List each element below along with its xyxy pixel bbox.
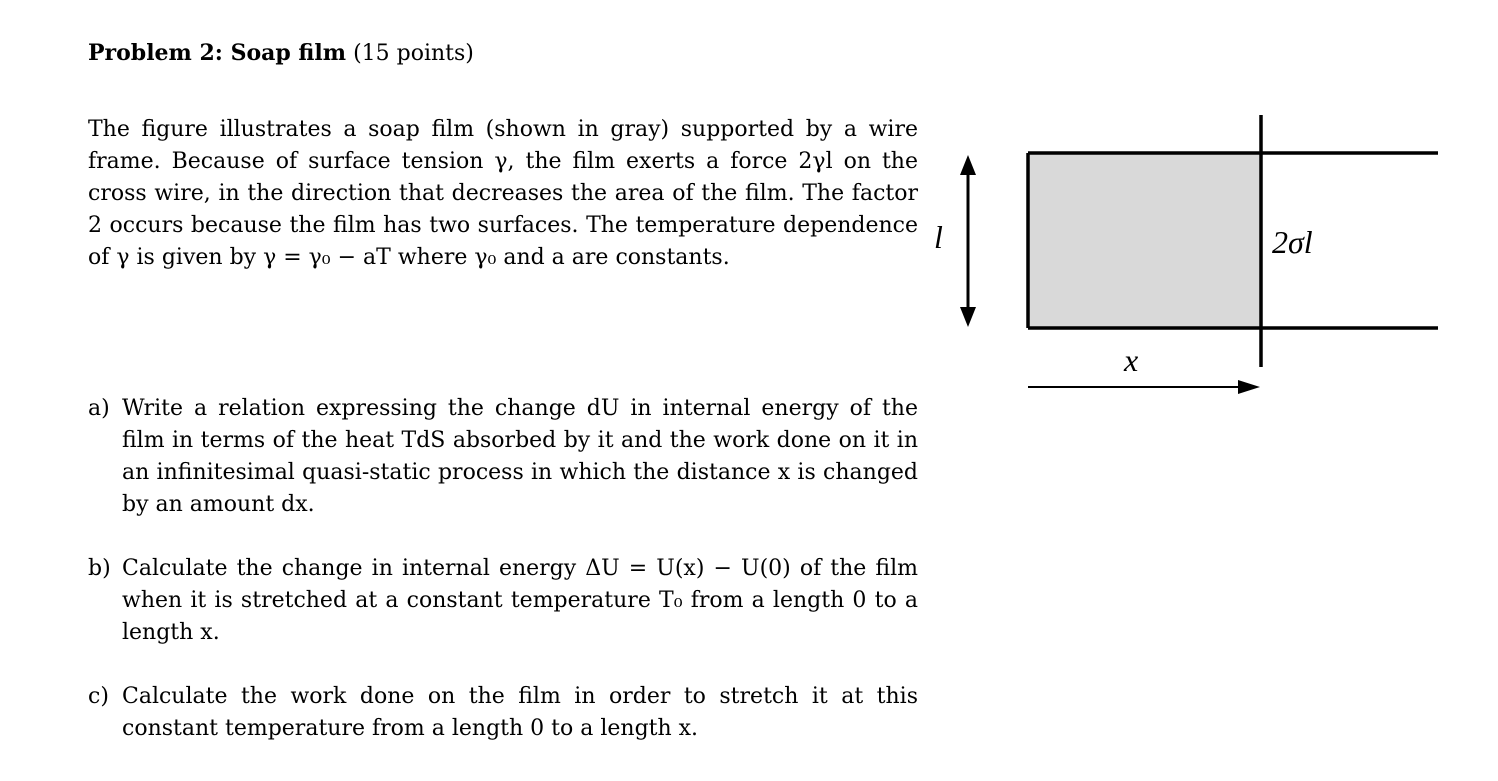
part-b: [88, 553, 918, 649]
problem-points: (15 points): [353, 41, 474, 66]
length-label: x: [1124, 342, 1139, 378]
part-a: [88, 393, 918, 521]
intro-paragraph: The figure illustrates a soap film (shown in gray) supported by a wire frame. Because of surface tension γ, the film exerts a force 2γl on the cross wire, in the direction that decreases the area of the film. The factor 2 occurs because the film has two surfaces. The temperature dependence of γ is given by γ = γ₀ − aT where γ₀ and a are constants.: [88, 117, 918, 270]
height-label: l: [934, 219, 943, 255]
length-arrow-head: [1238, 380, 1260, 394]
part-b-text: Calculate the change in internal energy ΔU = U(x) − U(0) of the film when it is stretched at a constant temperature T₀ from a length 0 to a length x.: [122, 556, 918, 645]
force-label: 2σl: [1272, 224, 1313, 260]
soap-film-figure: [920, 105, 1460, 405]
soap-film: [1028, 153, 1261, 328]
part-a-label: a): [88, 396, 110, 421]
problem-heading: [88, 40, 474, 66]
part-c-label: c): [88, 684, 109, 709]
height-arrow-down-head: [960, 307, 976, 327]
part-b-label: b): [88, 556, 111, 581]
problem-intro: [88, 114, 918, 274]
part-c: [88, 681, 918, 745]
problem-title: Problem 2: Soap film: [88, 40, 347, 66]
part-c-text: Calculate the work done on the film in order to stretch it at this constant temperature from a length 0 to a length x.: [122, 684, 918, 741]
part-a-text: Write a relation expressing the change dU in internal energy of the film in terms of the heat TdS absorbed by it and the work done on it in an infinitesimal quasi-static process in which the distance x is changed by an amount dx.: [122, 396, 918, 517]
height-arrow-up-head: [960, 155, 976, 175]
